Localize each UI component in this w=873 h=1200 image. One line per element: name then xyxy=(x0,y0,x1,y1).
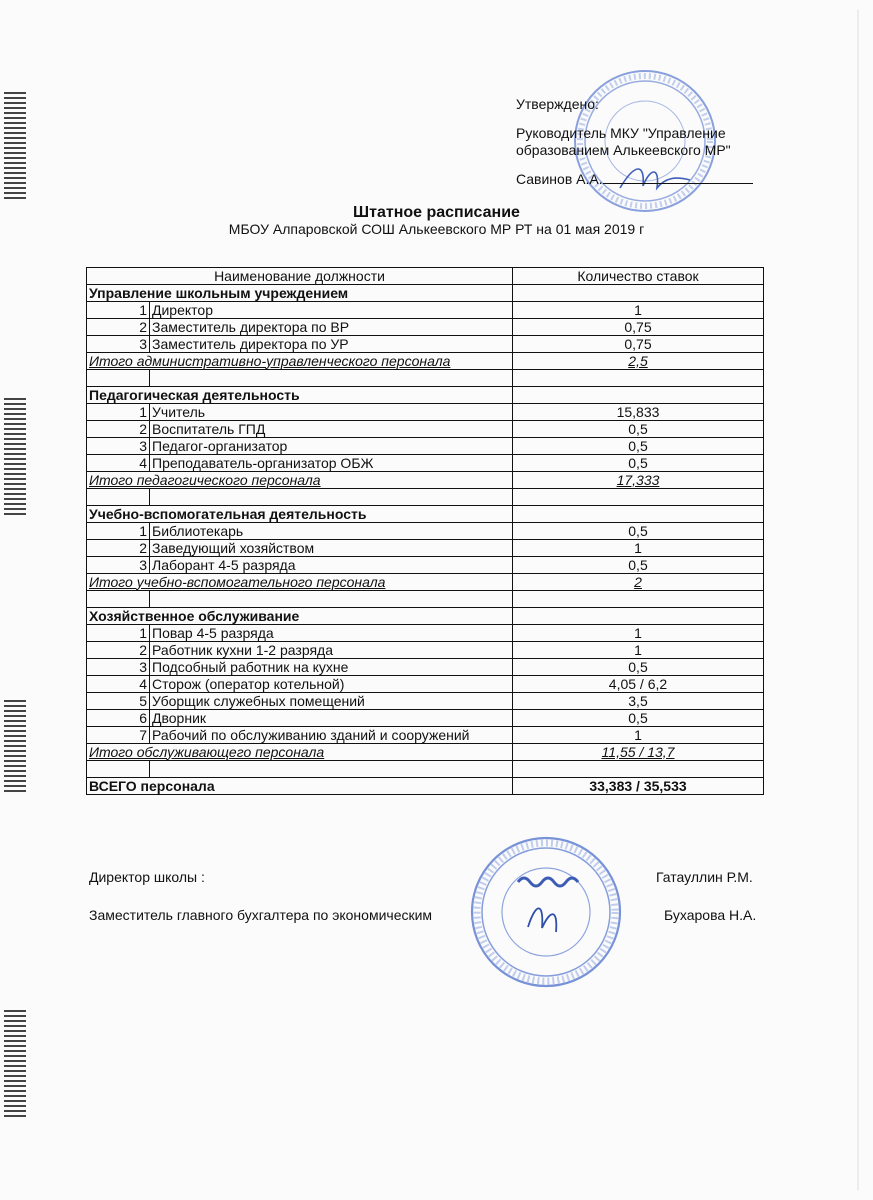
director-name: Гатауллин Р.М. xyxy=(656,869,753,885)
section-row xyxy=(87,608,764,625)
row-name: Сторож (оператор котельной) xyxy=(150,676,513,693)
row-name: Воспитатель ГПД xyxy=(150,421,513,438)
table-row xyxy=(87,455,764,472)
binding-marks-bottom xyxy=(4,1010,26,1120)
section-row xyxy=(87,285,764,302)
row-name: Уборщик служебных помещений xyxy=(150,693,513,710)
row-qty: 0,5 xyxy=(513,421,764,438)
subtotal-value: 17,333 xyxy=(513,472,764,489)
row-num: 1 xyxy=(87,625,150,642)
row-name: Заместитель директора по УР xyxy=(150,336,513,353)
section-row xyxy=(87,506,764,523)
binding-marks-middle xyxy=(4,398,26,518)
row-name: Библиотекарь xyxy=(150,523,513,540)
spacer-row xyxy=(87,489,764,506)
section-title: Управление школьным учреждением xyxy=(87,285,513,302)
table-row xyxy=(87,523,764,540)
row-qty: 1 xyxy=(513,302,764,319)
row-name: Подсобный работник на кухне xyxy=(150,659,513,676)
row-qty: 0,5 xyxy=(513,455,764,472)
grand-total-row xyxy=(87,778,764,795)
approval-signer-row xyxy=(516,171,753,188)
subtotal-label: Итого учебно-вспомогательного персонала xyxy=(87,574,513,591)
row-num: 2 xyxy=(87,319,150,336)
row-num: 3 xyxy=(87,438,150,455)
table-row xyxy=(87,336,764,353)
section-row xyxy=(87,387,764,404)
row-qty: 1 xyxy=(513,642,764,659)
row-num: 2 xyxy=(87,642,150,659)
row-num: 1 xyxy=(87,302,150,319)
signature-line xyxy=(603,171,753,184)
row-name: Педагог-организатор xyxy=(150,438,513,455)
row-name: Работник кухни 1-2 разряда xyxy=(150,642,513,659)
subtotal-row xyxy=(87,574,764,591)
row-num: 5 xyxy=(87,693,150,710)
header-qty: Количество ставок xyxy=(513,268,764,285)
row-name: Лаборант 4-5 разряда xyxy=(150,557,513,574)
table-row xyxy=(87,319,764,336)
row-num: 2 xyxy=(87,540,150,557)
row-num: 3 xyxy=(87,659,150,676)
row-name: Дворник xyxy=(150,710,513,727)
accountant-label: Заместитель главного бухгалтера по экономическим xyxy=(89,907,433,923)
binding-marks-top xyxy=(4,92,26,202)
document-subtitle: МБОУ Алпаровской СОШ Алькеевского МР РТ на 01 мая 2019 г xyxy=(228,221,645,237)
accountant-name: Бухарова Н.А. xyxy=(664,907,757,923)
school-stamp xyxy=(466,832,626,992)
row-name: Преподаватель-организатор ОБЖ xyxy=(150,455,513,472)
row-num: 6 xyxy=(87,710,150,727)
row-num: 7 xyxy=(87,727,150,744)
approval-position-line2: образованием Алькеевского МР" xyxy=(516,142,731,158)
approval-block xyxy=(516,96,753,188)
row-qty: 0,5 xyxy=(513,523,764,540)
staff-table xyxy=(86,267,764,795)
row-qty: 1 xyxy=(513,727,764,744)
row-qty: 3,5 xyxy=(513,693,764,710)
row-name: Директор xyxy=(150,302,513,319)
table-row xyxy=(87,540,764,557)
row-qty: 4,05 / 6,2 xyxy=(513,676,764,693)
row-num: 3 xyxy=(87,336,150,353)
subtotal-row xyxy=(87,744,764,761)
row-name: Рабочий по обслуживанию зданий и сооружений xyxy=(150,727,513,744)
spacer-row xyxy=(87,370,764,387)
table-row xyxy=(87,557,764,574)
table-row xyxy=(87,421,764,438)
table-row xyxy=(87,642,764,659)
row-num: 3 xyxy=(87,557,150,574)
row-qty: 1 xyxy=(513,625,764,642)
row-name: Заведующий хозяйством xyxy=(150,540,513,557)
row-qty: 0,5 xyxy=(513,557,764,574)
table-row xyxy=(87,727,764,744)
row-num: 4 xyxy=(87,455,150,472)
row-qty: 15,833 xyxy=(513,404,764,421)
row-num: 4 xyxy=(87,676,150,693)
subtotal-value: 11,55 / 13,7 xyxy=(513,744,764,761)
row-num: 2 xyxy=(87,421,150,438)
grand-total-label: ВСЕГО персонала xyxy=(87,778,513,795)
table-header-row xyxy=(87,268,764,285)
row-num: 1 xyxy=(87,404,150,421)
section-title: Учебно-вспомогательная деятельность xyxy=(87,506,513,523)
row-qty: 0,5 xyxy=(513,710,764,727)
header-name: Наименование должности xyxy=(87,268,513,285)
row-num: 1 xyxy=(87,523,150,540)
subtotal-label: Итого административно-управленческого персонала xyxy=(87,353,513,370)
table-row xyxy=(87,404,764,421)
row-name: Учитель xyxy=(150,404,513,421)
row-qty: 0,75 xyxy=(513,336,764,353)
subtotal-label: Итого педагогического персонала xyxy=(87,472,513,489)
row-qty: 0,5 xyxy=(513,659,764,676)
subtotal-value: 2 xyxy=(513,574,764,591)
section-title: Педагогическая деятельность xyxy=(87,387,513,404)
subtotal-label: Итого обслуживающего персонала xyxy=(87,744,513,761)
table-row xyxy=(87,659,764,676)
approval-signer: Савинов А.А. xyxy=(516,171,603,187)
document-title: Штатное расписание xyxy=(353,204,520,221)
spacer-row xyxy=(87,591,764,608)
table-row xyxy=(87,710,764,727)
table-row xyxy=(87,625,764,642)
row-qty: 0,5 xyxy=(513,438,764,455)
row-qty: 0,75 xyxy=(513,319,764,336)
approval-position-line1: Руководитель МКУ "Управление xyxy=(516,125,726,141)
table-row xyxy=(87,676,764,693)
section-title: Хозяйственное обслуживание xyxy=(87,608,513,625)
approval-heading: Утверждено: xyxy=(516,96,599,112)
row-qty: 1 xyxy=(513,540,764,557)
row-name: Повар 4-5 разряда xyxy=(150,625,513,642)
subtotal-row xyxy=(87,472,764,489)
page-edge xyxy=(857,10,859,1190)
subtotal-value: 2,5 xyxy=(513,353,764,370)
table-row xyxy=(87,693,764,710)
table-row xyxy=(87,302,764,319)
spacer-row xyxy=(87,761,764,778)
subtotal-row xyxy=(87,353,764,370)
table-row xyxy=(87,438,764,455)
binding-marks-lower xyxy=(4,700,26,795)
grand-total-value: 33,383 / 35,533 xyxy=(513,778,764,795)
director-label: Директор школы : xyxy=(89,869,205,885)
row-name: Заместитель директора по ВР xyxy=(150,319,513,336)
